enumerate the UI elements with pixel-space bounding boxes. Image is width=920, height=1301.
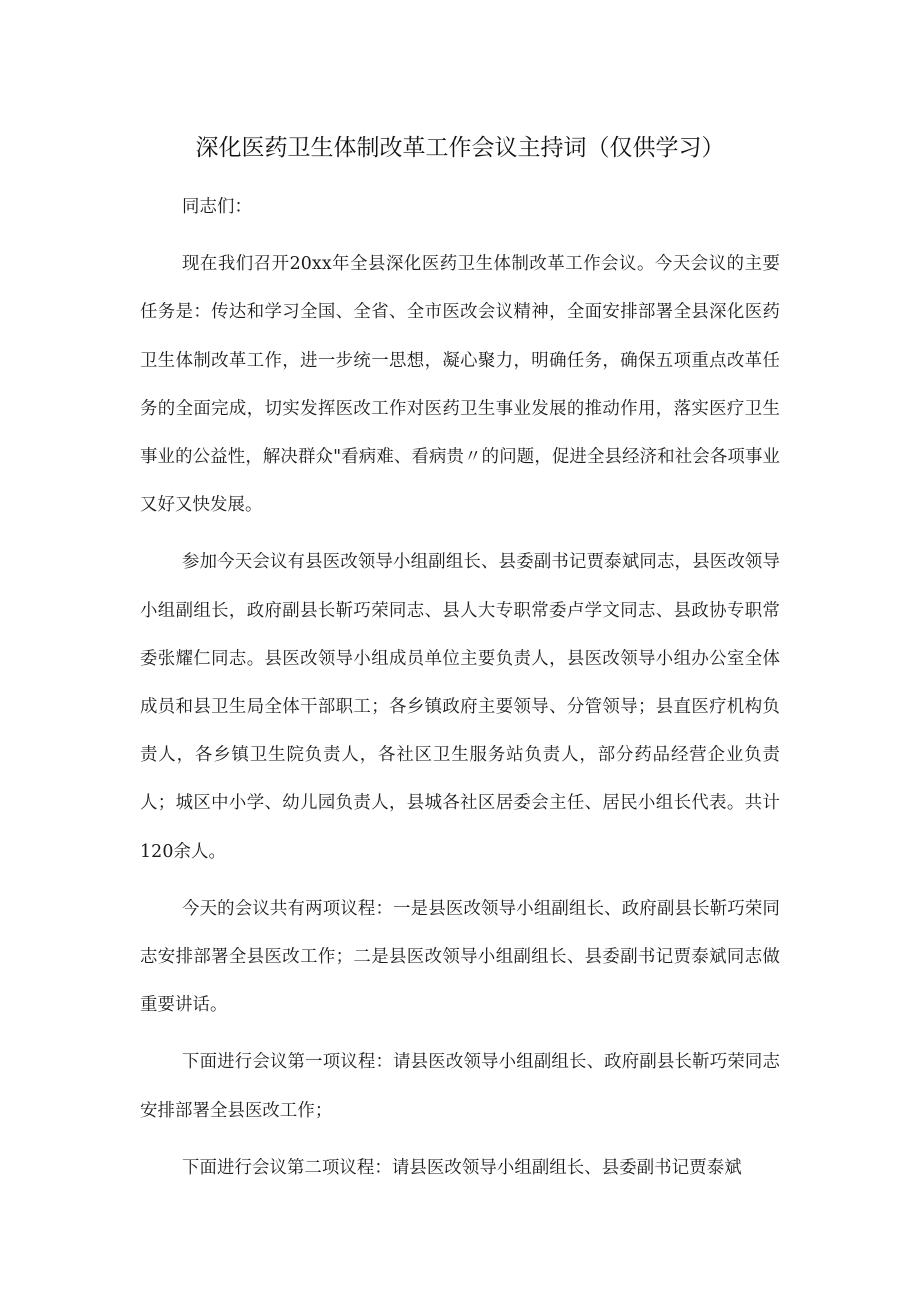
document-title: 深化医药卫生体制改革工作会议主持词（仅供学习） — [195, 135, 725, 161]
paragraph-gap — [140, 1135, 780, 1144]
paragraph-agenda-item-1: 下面进行会议第一项议程：请县医改领导小组副组长、政府副县长靳巧荣同志安排部署全县医改工作； — [140, 1052, 780, 1121]
paragraph-attendees: 参加今天会议有县医改领导小组副组长、县委副书记贾泰斌同志，县医改领导小组副组长，政府副县长靳巧荣同志、县人大专职常委卢学文同志、县政协专职常委张耀仁同志。县医改领导小组成员单位主要负责人，县医改领导小组办公室全体成员和县卫生局全体干部职工；各乡镇政府主要领导、分管领导；县直医疗机构负责人，各乡镇卫生院负责人，各社区卫生服务站负责人，部分药品经营企业负责人；城区中小学、幼儿园负责人，县城各社区居委会主任、居民小组长代表。共计120余人。 — [140, 552, 780, 862]
paragraph-gap — [140, 529, 780, 538]
paragraph-agenda-item-2: 下面进行会议第二项议程：请县医改领导小组副组长、县委副书记贾泰斌 — [182, 1157, 742, 1178]
paragraph-gap — [140, 1029, 780, 1038]
salutation: 同志们： — [182, 197, 252, 217]
paragraph-meeting-purpose: 现在我们召开20xx年全县深化医药卫生体制改革工作会议。今天会议的主要任务是：传达和学习全国、全省、全市医改会议精神，全面安排部署全县深化医药卫生体制改革工作，进一步统一思想，凝心聚力，明确任务，确保五项重点改革任务的全面完成，切实发挥医改工作对医药卫生事业发展的推动作用，落实医疗卫生事业的公益性，解决群众"看病难、看病贵〃的问题，促进全县经济和社会各项事业又好又快发展。 — [140, 254, 780, 516]
paragraph-gap — [140, 876, 780, 885]
document-body — [140, 183, 780, 1192]
paragraph-gap — [140, 231, 780, 240]
paragraph-agenda: 今天的会议共有两项议程：一是县医改领导小组副组长、政府副县长靳巧荣同志安排部署全县医改工作；二是县医改领导小组副组长、县委副书记贾泰斌同志做重要讲话。 — [140, 898, 780, 1016]
